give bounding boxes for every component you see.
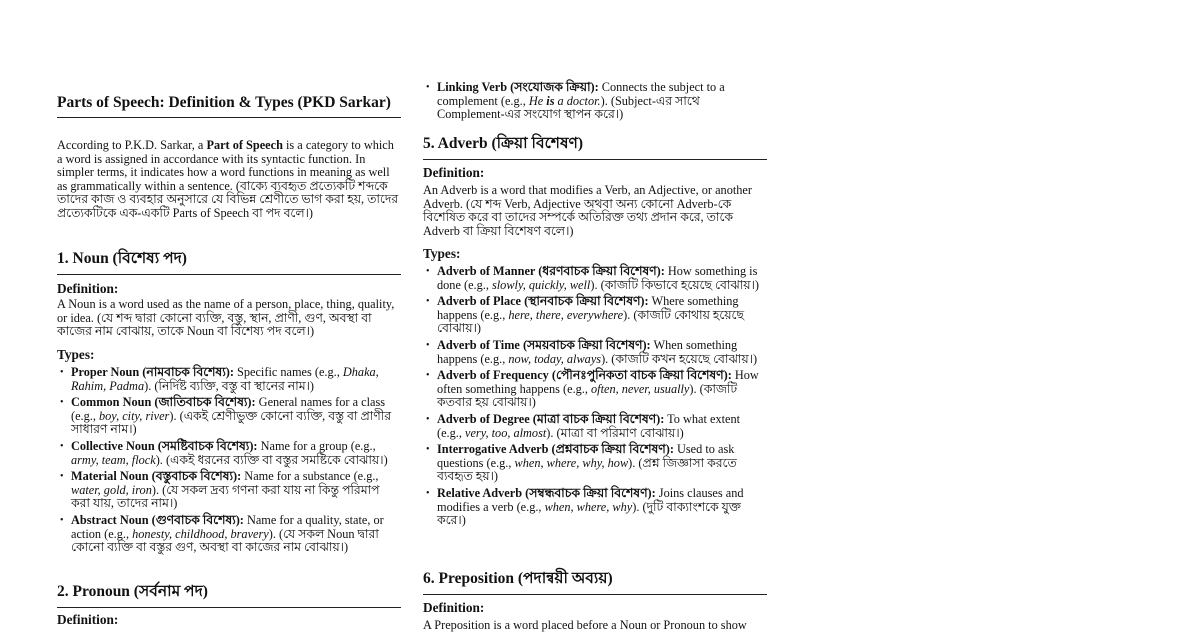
type-term: Adverb of Degree (মাত্রা বাচক ক্রিয়া বিশেষণ):	[437, 411, 665, 426]
type-term: Interrogative Adverb (প্রশ্নবাচক ক্রিয়া বিশেষণ):	[437, 442, 674, 457]
example-words: often, never, usually	[591, 381, 690, 396]
bullet-icon: •	[426, 487, 430, 499]
intro-text-post: is a category to which a word is assigned in accordance with its syntactic function. In simpler terms, it indicates how a word functions in meaning as well as grammatically within a sentence. (বাক্যে ব্যবহৃত প্রত্যেকটি শব্দকে তাদের কাজ ও ব্যবহার অনুসারে যে বিভিন্ন শ্রেণীতে ভাগ করা হয়, তাদের প্রত্যেকটিকে এক-একটি Parts of Speech বা পদ বলে।)	[57, 138, 399, 220]
type-term: Adverb of Place (স্থানবাচক ক্রিয়া বিশেষণ):	[437, 294, 649, 309]
pronoun-definition-label: Definition:	[57, 612, 119, 627]
list-item: • Proper Noun (নামবাচক বিশেষ্য): Specific names (e.g., Dhaka, Rahim, Padma). (নির্দিষ্ট ব্যক্তি, বস্তু বা স্থানের নাম।)	[60, 365, 379, 393]
adverb-definition: An Adverb is a word that modifies a Verb, an Adjective, or another Adverb. (যে শব্দ Verb, Adjective অথবা অন্য কোনো Adverb-কে বিশেষিত করে বা তাদের সম্পর্কে অতিরিক্ত তথ্য প্রদান করে, তাকে Adverb বা ক্রিয়া বিশেষণ বলে।)	[423, 183, 752, 238]
list-item: • Relative Adverb (সম্বন্ধবাচক ক্রিয়া বিশেষণ): Joins clauses and modifies a verb (e.g., when, where, why). (দুটি বাক্যাংশকে যুক্ত করে।)	[426, 485, 744, 528]
bullet-icon: •	[60, 514, 64, 526]
example-words: honesty, childhood, bravery	[132, 526, 269, 541]
type-term: Linking Verb (সংযোজক ক্রিয়া):	[437, 80, 599, 94]
type-term: Adverb of Frequency (পৌনঃপুনিকতা বাচক ক্রিয়া বিশেষণ):	[437, 368, 732, 383]
type-term: Adverb of Manner (ধরণবাচক ক্রিয়া বিশেষণ):	[437, 264, 665, 278]
example-words: water, gold, iron	[71, 482, 152, 497]
adverb-heading: 5. Adverb (ক্রিয়া বিশেষণ)	[423, 135, 767, 160]
type-term: Proper Noun (নামবাচক বিশেষ্য):	[71, 365, 234, 379]
list-item: • Common Noun (জাতিবাচক বিশেষ্য): General names for a class (e.g., boy, city, river). (একই শ্রেণীভুক্ত কোনো ব্যক্তি, বস্তু বা প্রাণীর সাধারণ নাম।)	[60, 395, 391, 437]
list-item: • Collective Noun (সমষ্টিবাচক বিশেষ্য): Name for a group (e.g., army, team, flock). (একই ধরনের ব্যক্তি বা বস্তুর সমষ্টিকে বোঝায়।)	[60, 438, 388, 467]
bullet-icon: •	[426, 296, 430, 308]
adverb-types-list	[423, 265, 767, 528]
bullet-icon: •	[426, 370, 430, 382]
type-term: Relative Adverb (সম্বন্ধবাচক ক্রিয়া বিশেষণ):	[437, 485, 656, 500]
list-item: • Interrogative Adverb (প্রশ্নবাচক ক্রিয়া বিশেষণ): Used to ask questions (e.g., when, where, why, how). (প্রশ্ন জিজ্ঞাসা করতে ব্যবহৃত হয়।)	[426, 442, 737, 484]
verb-types-list-continued	[423, 81, 767, 122]
example-words: here, there, everywhere	[508, 307, 624, 322]
example-words: army, team, flock	[71, 452, 156, 467]
example-words: now, today, always	[508, 351, 602, 366]
page-title: Parts of Speech: Definition & Types (PKD Sarkar)	[57, 94, 401, 118]
type-term: Material Noun (বস্তুবাচক বিশেষ্য):	[71, 469, 242, 484]
list-item: • Adverb of Place (স্থানবাচক ক্রিয়া বিশেষণ): Where something happens (e.g., here, there, everywhere). (কাজটি কোথায় হয়েছে বোঝায়।)	[426, 294, 744, 336]
example-words: boy, city, river	[99, 408, 170, 423]
bullet-icon: •	[60, 440, 64, 452]
bullet-icon: •	[426, 82, 430, 93]
example-words: when, where, why	[544, 499, 633, 514]
example-words: slowly, quickly, well	[491, 277, 591, 292]
preposition-definition-label: Definition:	[423, 600, 485, 615]
noun-definition-label: Definition:	[57, 281, 119, 296]
adverb-types-label: Types:	[423, 246, 461, 261]
adverb-definition-label: Definition:	[423, 165, 485, 180]
intro-paragraph	[57, 139, 401, 221]
intro-text-pre: According to P.K.D. Sarkar, a	[57, 138, 207, 152]
noun-heading: 1. Noun (বিশেষ্য পদ)	[57, 250, 401, 275]
list-item: • Linking Verb (সংযোজক ক্রিয়া): Connects the subject to a complement (e.g., He is a doctor.). (Subject-এর সাথে Complement-এর সংযোগ স্থাপন করে।)	[426, 80, 725, 122]
bullet-icon: •	[426, 339, 430, 351]
list-item: • Abstract Noun (গুণবাচক বিশেষ্য): Name for a quality, state, or action (e.g., honesty, childhood, bravery). (যে সকল Noun দ্বারা কোনো ব্যক্তি বা বস্তুর গুণ, অবস্থা বা কাজের নাম বোঝায়।)	[60, 512, 384, 555]
noun-types-label: Types:	[57, 347, 95, 362]
type-term: Collective Noun (সমষ্টিবাচক বিশেষ্য):	[71, 438, 258, 453]
bullet-icon: •	[60, 471, 64, 483]
type-term: Abstract Noun (গুণবাচক বিশেষ্য):	[71, 512, 244, 527]
intro-bold-term: Part of Speech	[206, 138, 283, 152]
bullet-icon: •	[60, 367, 64, 378]
example-words: Dhaka, Rahim, Padma	[71, 365, 379, 393]
list-item: • Adverb of Manner (ধরণবাচক ক্রিয়া বিশেষণ): How something is done (e.g., slowly, quickly, well). (কাজটি কিভাবে হয়েছে বোঝায়।)	[426, 264, 759, 292]
list-item: • Adverb of Degree (মাত্রা বাচক ক্রিয়া বিশেষণ): To what extent (e.g., very, too, almost). (মাত্রা বা পরিমাণ বোঝায়।)	[426, 411, 741, 440]
example-words: very, too, almost	[465, 425, 547, 440]
preposition-definition: A Preposition is a word placed before a Noun or Pronoun to show	[423, 618, 747, 632]
example-words: when, where, why, how	[514, 455, 629, 470]
pronoun-heading: 2. Pronoun (সর্বনাম পদ)	[57, 583, 401, 608]
list-item: • Material Noun (বস্তুবাচক বিশেষ্য): Name for a substance (e.g., water, gold, iron). (যে সকল দ্রব্য গণনা করা যায় না কিন্তু পরিমাপ করা যায়, তাদের নাম।)	[60, 469, 380, 511]
list-item: • Adverb of Frequency (পৌনঃপুনিকতা বাচক ক্রিয়া বিশেষণ): How often something happens (e.g., often, never, usually). (কাজটি কতবার হয় বোঝায়।)	[426, 368, 759, 410]
bullet-icon: •	[426, 413, 430, 425]
bullet-icon: •	[60, 397, 64, 409]
bullet-icon: •	[426, 266, 430, 277]
noun-types-list	[57, 366, 401, 555]
bullet-icon: •	[426, 444, 430, 456]
preposition-heading: 6. Preposition (পদান্বয়ী অব্যয়)	[423, 570, 767, 595]
noun-definition: A Noun is a word used as the name of a person, place, thing, quality, or idea. (যে শব্দ দ্বারা কোনো ব্যক্তি, বস্তু, স্থান, প্রাণী, গুণ, অবস্থা বা কাজের নাম বোঝায়, তাকে Noun বা বিশেষ্য পদ বলে।)	[57, 297, 395, 339]
type-term: Common Noun (জাতিবাচক বিশেষ্য):	[71, 395, 256, 410]
type-term: Adverb of Time (সময়বাচক ক্রিয়া বিশেষণ):	[437, 337, 651, 352]
list-item: • Adverb of Time (সময়বাচক ক্রিয়া বিশেষণ): When something happens (e.g., now, today, always). (কাজটি কখন হয়েছে বোঝায়।)	[426, 337, 758, 366]
